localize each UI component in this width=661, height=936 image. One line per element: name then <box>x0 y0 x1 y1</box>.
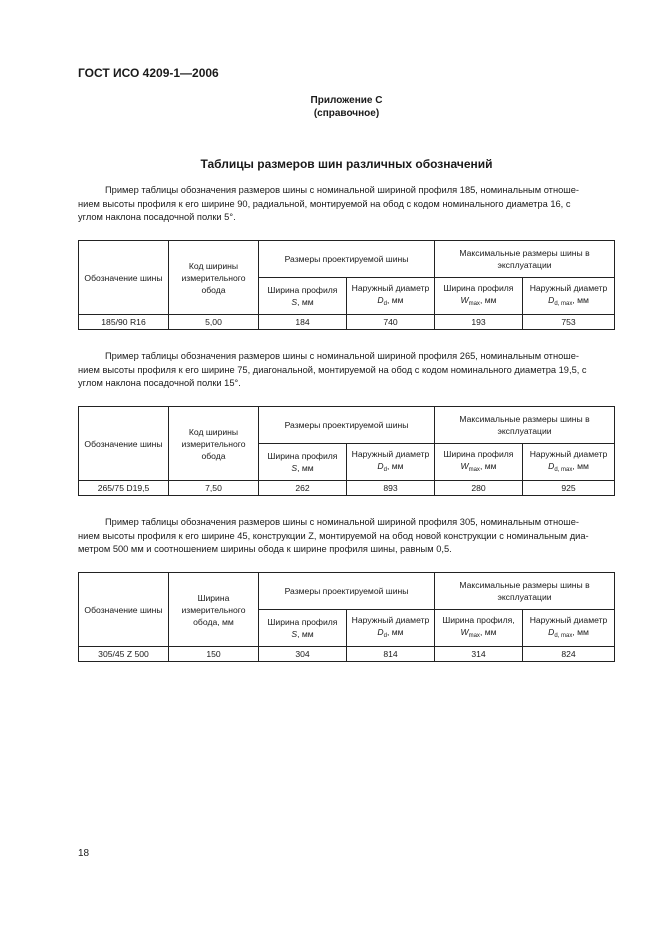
page-number: 18 <box>78 848 90 859</box>
cell-designation: 305/45 Z 500 <box>79 647 169 662</box>
col-max-width: Ширина профиля $W_{max}$, мм <box>435 278 523 315</box>
document-header: ГОСТ ИСО 4209-1—2006 <box>78 66 219 80</box>
col-section-width: Ширина профиля S, мм <box>259 278 347 315</box>
table-row <box>79 647 615 662</box>
col-max-width: Ширина профиля, $W_{max}$, мм <box>435 610 523 647</box>
col-max-width: Ширина профиля $W_{max}$, мм <box>435 444 523 481</box>
col-group-design: Размеры проектируемой шины <box>259 407 435 444</box>
col-max-diameter: Наружный диаметр $D_{d, max}$, мм <box>523 278 615 315</box>
tire-size-table-3 <box>78 572 615 662</box>
col-designation: Обозначение шины <box>79 407 169 481</box>
col-group-design: Размеры проектируемой шины <box>259 241 435 278</box>
example-paragraph-2: Пример таблицы обозначения размеров шины с номинальной шириной профиля 265, номинальным отноше- нием высоты профиля к его ширине 75, диагональной, монтируемой на обод с кодом номинального диаметра 19,5, с углом наклона посадочной полки 15°. <box>78 351 587 388</box>
cell-max-width: 314 <box>435 647 523 662</box>
cell-rim: 5,00 <box>169 315 259 330</box>
example-paragraph-1: Пример таблицы обозначения размеров шины с номинальной шириной профиля 185, номинальным отноше- нием высоты профиля к его ширине 90, радиальной, монтируемой на обод с кодом номинального диаметра 16, с углом наклона посадочной полки 5°. <box>78 185 579 222</box>
cell-max-width: 280 <box>435 481 523 496</box>
col-rim-code: Код ширины измерительного обода <box>169 241 259 315</box>
cell-diameter: 814 <box>347 647 435 662</box>
cell-width: 262 <box>259 481 347 496</box>
tire-size-table-2 <box>78 406 615 496</box>
col-rim-width: Ширина измерительного обода, мм <box>169 573 259 647</box>
tire-size-table-1 <box>78 240 615 330</box>
col-group-max: Максимальные размеры шины в эксплуатации <box>435 407 615 444</box>
col-group-design: Размеры проектируемой шины <box>259 573 435 610</box>
col-max-diameter: Наружный диаметр $D_{d, max}$, мм <box>523 444 615 481</box>
col-section-width: Ширина профиля S, мм <box>259 610 347 647</box>
table-row <box>79 481 615 496</box>
col-designation: Обозначение шины <box>79 241 169 315</box>
section-title: Таблицы размеров шин различных обозначений <box>200 157 493 171</box>
col-outer-diameter: Наружный диаметр $D_d$, мм <box>347 278 435 315</box>
cell-width: 304 <box>259 647 347 662</box>
cell-max-diameter: 824 <box>523 647 615 662</box>
col-rim-code: Код ширины измерительного обода <box>169 407 259 481</box>
appendix-title: Приложение С <box>310 95 383 106</box>
col-group-max: Максимальные размеры шины в эксплуатации <box>435 241 615 278</box>
cell-designation: 265/75 D19,5 <box>79 481 169 496</box>
col-designation: Обозначение шины <box>79 573 169 647</box>
cell-designation: 185/90 R16 <box>79 315 169 330</box>
col-group-max: Максимальные размеры шины в эксплуатации <box>435 573 615 610</box>
cell-diameter: 893 <box>347 481 435 496</box>
cell-max-diameter: 753 <box>523 315 615 330</box>
table-row <box>79 315 615 330</box>
cell-rim: 7,50 <box>169 481 259 496</box>
example-paragraph-3: Пример таблицы обозначения размеров шины с номинальной шириной профиля 305, номинальным отноше- нием высоты профиля к его ширине 45, конструкции Z, монтируемой на обод новой конструкции с номинальным диа- метром 500 мм и соотношением ширины обода к ширине профиля шины, равным 0,5. <box>78 517 589 554</box>
cell-max-diameter: 925 <box>523 481 615 496</box>
cell-rim: 150 <box>169 647 259 662</box>
col-outer-diameter: Наружный диаметр $D_d$, мм <box>347 610 435 647</box>
cell-width: 184 <box>259 315 347 330</box>
col-max-diameter: Наружный диаметр $D_{d, max}$, мм <box>523 610 615 647</box>
col-outer-diameter: Наружный диаметр $D_d$, мм <box>347 444 435 481</box>
cell-max-width: 193 <box>435 315 523 330</box>
appendix-subtitle: (справочное) <box>313 108 380 119</box>
cell-diameter: 740 <box>347 315 435 330</box>
col-section-width: Ширина профиля S, мм <box>259 444 347 481</box>
